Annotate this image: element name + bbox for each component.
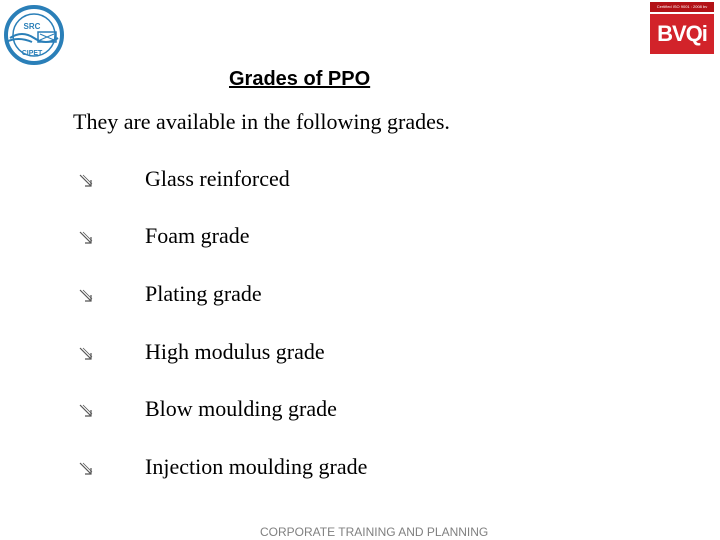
- list-item-label: Injection moulding grade: [145, 454, 368, 479]
- list-item: [0, 337, 500, 367]
- arrow-bullet-icon: [79, 404, 93, 418]
- arrow-bullet-icon: [79, 347, 93, 361]
- intro-text: They are available in the following grades.: [73, 109, 450, 134]
- list-item: [0, 164, 500, 194]
- list-item: [0, 221, 500, 251]
- arrow-bullet-icon: [79, 462, 93, 476]
- bvqi-certification-logo: [650, 2, 714, 54]
- arrow-bullet-icon: [79, 231, 93, 245]
- bvqi-logo-text: BVQi: [657, 21, 707, 46]
- list-item-label: Plating grade: [145, 281, 262, 306]
- list-item: [0, 394, 500, 424]
- list-item-label: Foam grade: [145, 223, 250, 248]
- footer-text: CORPORATE TRAINING AND PLANNING: [260, 525, 489, 539]
- bvqi-logo-box: [650, 14, 714, 54]
- list-item-label: Blow moulding grade: [145, 396, 337, 421]
- list-item: [0, 279, 500, 309]
- arrow-bullet-icon: [79, 174, 93, 188]
- arrow-bullet-icon: [79, 289, 93, 303]
- list-item-label: High modulus grade: [145, 339, 325, 364]
- certification-strip: Certified ISO 9001 : 2008 bv: [650, 2, 714, 12]
- slide-title: Grades of PPO: [229, 68, 371, 90]
- logo-top-text: SRC: [23, 22, 41, 31]
- cipet-logo: [2, 4, 66, 66]
- logo-bottom-text: CIPET: [21, 50, 43, 57]
- list-item-label: Glass reinforced: [145, 166, 290, 191]
- list-item: [0, 452, 500, 482]
